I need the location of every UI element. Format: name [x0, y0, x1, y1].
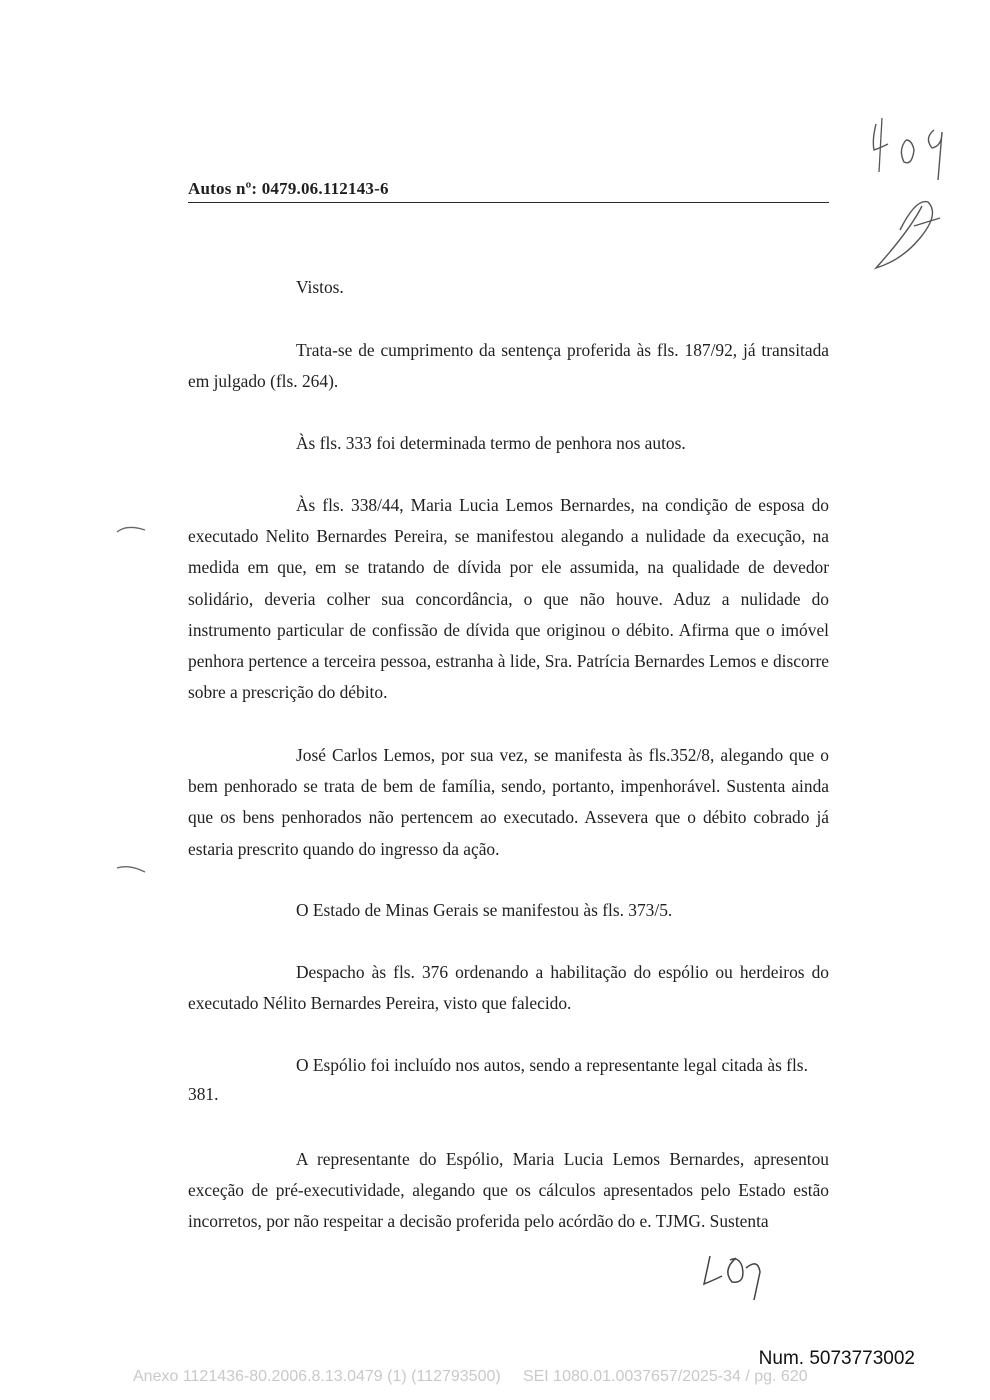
sei-reference: SEI 1080.01.0037657/2025-34 / pg. 620 — [522, 1368, 808, 1385]
greeting: Vistos. — [296, 277, 344, 297]
paragraph-3: Às fls. 338/44, Maria Lucia Lemos Bernardes, na condição de esposa do executado Nelito Bernardes Pereira, se manifestou alegando a nulidade da execução, na medida em que, em se tratando de dívida por ele assumida, na qualidade de devedor solidário, deveria colher sua concordância, o que não houve. Aduz a nulidade do instrumento particular de confissão de dívida que originou o débito. Afirma que o imóvel penhora pertence a terceira pessoa, estranha à lide, Sra. Patrícia Bernardes Lemos e discorre sobre a prescrição do débito. — [188, 495, 829, 703]
paragraph-4: José Carlos Lemos, por sua vez, se manifesta às fls.352/8, alegando que o bem penhorado se trata de bem de família, sendo, portanto, impenhorável. Sustenta ainda que os bens penhorados não pertencem ao executado. Assevera que o débito cobrado já estaria prescrito quando do ingresso da ação. — [188, 745, 829, 859]
paragraph-7-continuation: 381. — [188, 1084, 219, 1104]
paragraph-2: Às fls. 333 foi determinada termo de penhora nos autos. — [296, 433, 686, 453]
case-number-header: Autos nº: 0479.06.112143-6 — [188, 179, 389, 198]
annex-reference: Anexo 1121436-80.2006.8.13.0479 (1) (112793500) — [133, 1368, 501, 1385]
footer-watermark — [133, 1368, 808, 1386]
handwritten-folio-number — [862, 110, 962, 270]
handwritten-initials — [700, 1248, 770, 1304]
margin-mark — [115, 862, 151, 876]
paragraph-5: O Estado de Minas Gerais se manifestou às fls. 373/5. — [296, 900, 673, 920]
paragraph-7: O Espólio foi incluído nos autos, sendo a representante legal citada às fls. — [296, 1055, 808, 1075]
header-rule — [188, 202, 829, 203]
paragraph-8: A representante do Espólio, Maria Lucia Lemos Bernardes, apresentou exceção de pré-executividade, alegando que os cálculos apresentados pelo Estado estão incorretos, por não respeitar a decisão proferida pelo acórdão do e. TJMG. Sustenta — [188, 1149, 829, 1232]
document-number: Num. 5073773002 — [758, 1348, 915, 1369]
margin-mark — [115, 522, 151, 536]
paragraph-1: Trata-se de cumprimento da sentença proferida às fls. 187/92, já transitada em julgado (fls. 264). — [188, 340, 829, 392]
paragraph-6: Despacho às fls. 376 ordenando a habilitação do espólio ou herdeiros do executado Nélito Bernardes Pereira, visto que falecido. — [188, 962, 829, 1014]
